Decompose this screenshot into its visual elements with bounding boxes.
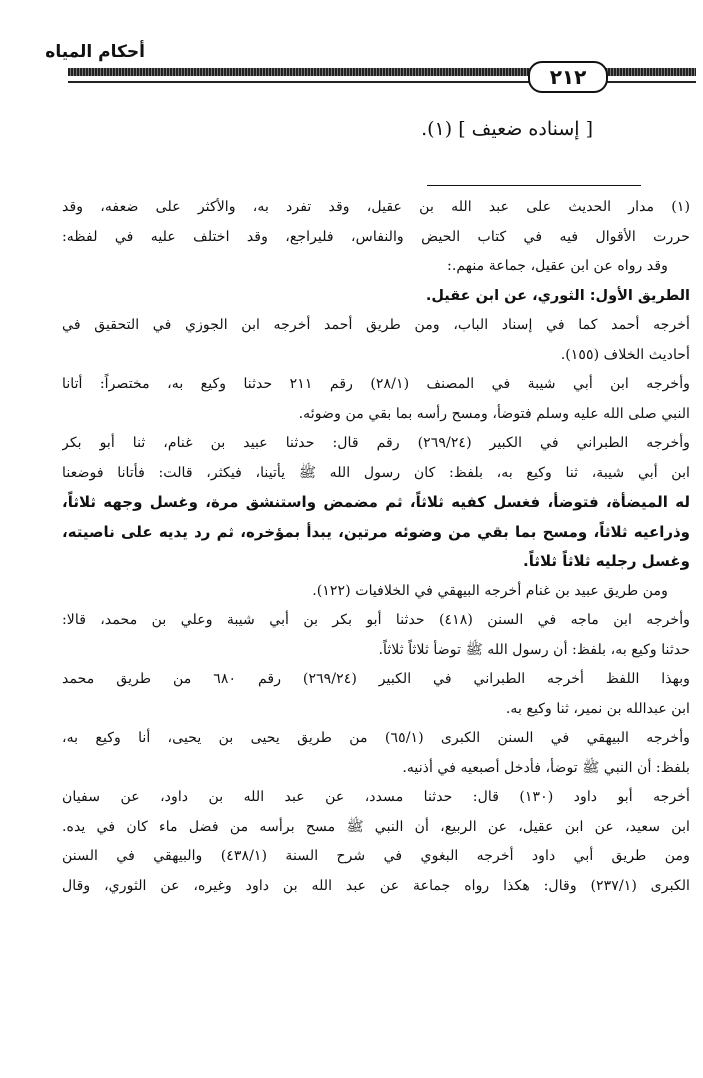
footnote-line: الكبرى (٢٣٧/١) وقال: هكذا رواه جماعة عن عبد الله بن داود وغيره، عن الثوري، وقال <box>62 877 690 894</box>
footnote-line: وبهذا اللفظ أخرجه الطبراني في الكبير (٢٦٩/٢٤) رقم ٦٨٠ من طريق محمد <box>62 671 690 687</box>
footnote-line: وذراعيه ثلاثاً، ومسح بما بقي من وضوئه مرتين، يبدأ بمؤخره، ثم رد يديه على ناصيته، <box>62 522 690 541</box>
footnote-line: وأخرجه البيهقي في السنن الكبرى (٦٥/١) من طريق يحيى بن يحيى، أنا وكيع به، <box>62 730 690 746</box>
footnote-line: له الميضأة، فتوضأ، فغسل كفيه ثلاثاً، ثم مضمض واستنشق مرة، وغسل وجهه ثلاثاً، <box>62 493 690 511</box>
footnote-line: ابن سعيد، عن ابن عقيل، عن الربيع، أن النبي ﷺ مسح برأسه من فضل ماء كان في يده. <box>62 818 690 835</box>
footnote-line: وأخرجه ابن أبي شيبة في المصنف (٢٨/١) رقم ٢١١ حدثنا وكيع به، مختصراً: أتانا <box>62 376 690 392</box>
footnote-line: ومن طريق عبيد بن غنام أخرجه البيهقي في الخلافيات (١٢٢). <box>312 582 668 599</box>
footnote-line: بلفظ: أن النبي ﷺ توضأ، فأدخل أصبعيه في أذنيه. <box>402 759 690 776</box>
footnote-line: (١) مدار الحديث على عبد الله بن عقيل، وقد تفرد به، والأكثر على ضعفه، وقد <box>62 199 690 215</box>
footnote-line: أخرجه أحمد كما في إسناد الباب، ومن طريق أحمد أخرجه ابن الجوزي في التحقيق في <box>62 317 690 333</box>
page-number: ٢١٢ <box>528 61 608 93</box>
book-title: أحكام المياه <box>45 42 145 62</box>
footnote-heading: الطريق الأول: الثوري، عن ابن عقيل. <box>425 287 690 304</box>
footnote-line: أخرجه أبو داود (١٣٠) قال: حدثنا مسدد، عن عبد الله بن داود، عن سفيان <box>62 789 690 805</box>
footnote-line: ابن عبدالله بن نمير، ثنا وكيع به. <box>505 700 690 717</box>
footnote-line: ومن طريق أبي داود أخرجه البغوي في شرح السنة (٤٣٨/١) والبيهقي في السنن <box>62 848 690 864</box>
footnotes <box>62 193 690 901</box>
footnote-line: وأخرجه الطبراني في الكبير (٢٦٩/٢٤) رقم قال: حدثنا عبيد بن غنام، ثنا أبو بكر <box>62 435 690 451</box>
footnote-line: ابن أبي شيبة، ثنا وكيع به، بلفظ: كان رسول الله ﷺ يأتينا، فيكثر، قالت: فأتانا فوضعنا <box>62 464 690 481</box>
footnote-line: حدثنا وكيع به، بلفظ: أن رسول الله ﷺ توضأ ثلاثاً ثلاثاً. <box>378 641 690 658</box>
footnote-line: وقد رواه عن ابن عقيل، جماعة منهم.: <box>447 258 668 274</box>
footnote-line: وأخرجه ابن ماجه في السنن (٤١٨) حدثنا أبو بكر بن أبي شيبة وعلي بن محمد، قالا: <box>62 612 690 628</box>
footnote-separator <box>427 185 641 186</box>
footnote-line: أحاديث الخلاف (١٥٥). <box>560 346 690 363</box>
footnote-line: حررت الأقوال فيه في كتاب الحيض والنفاس، فليراجع، وقد اختلف عليه في لفظه: <box>62 228 690 245</box>
footnote-line: النبي صلى الله عليه وسلم فتوضأ، ومسح رأسه بما بقي من وضوئه. <box>298 405 690 422</box>
main-text: [ إسناده ضعيف ] (١). <box>421 118 593 140</box>
footnote-line: وغسل رجليه ثلاثاً ثلاثاً. <box>523 552 690 570</box>
